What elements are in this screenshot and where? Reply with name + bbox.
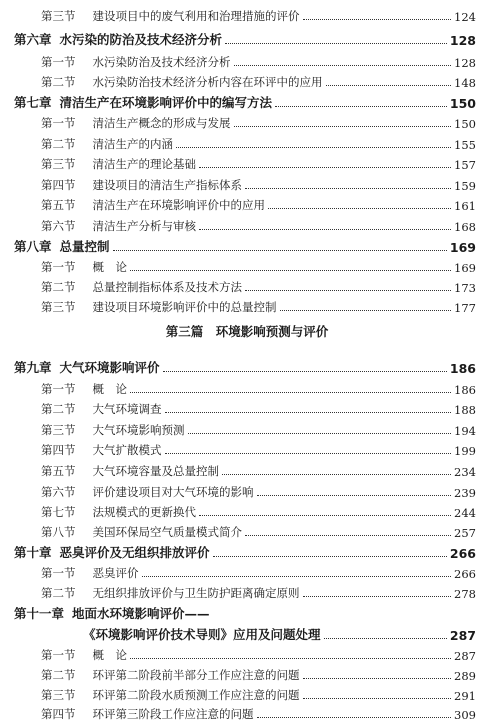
- toc-entry[interactable]: [41, 276, 476, 295]
- toc-entry-title: 清洁生产分析与审核: [92, 219, 196, 233]
- toc-entry-page: 186: [454, 383, 476, 397]
- toc-chapter[interactable]: [14, 542, 476, 561]
- toc-entry-page: 159: [454, 179, 476, 193]
- dot-leader: [130, 658, 451, 659]
- toc-entry-title: 水污染防治及技术经济分析: [92, 55, 231, 69]
- toc-entry-label: 第二节: [41, 75, 76, 89]
- toc-entry-page: 188: [454, 403, 476, 417]
- dot-leader: [257, 717, 452, 718]
- toc-chapter-continuation[interactable]: [83, 624, 476, 643]
- toc-entry-label: 第五节: [41, 464, 76, 478]
- toc-chapter-page: 169: [449, 240, 476, 255]
- toc-entry-label: 第一节: [41, 55, 76, 69]
- toc-entry-page: 148: [454, 76, 476, 90]
- toc-entry-page: 157: [454, 158, 476, 172]
- toc-entry-page: 234: [454, 465, 476, 479]
- toc-chapter[interactable]: [14, 29, 476, 48]
- dot-leader: [234, 126, 452, 127]
- toc-entry-label: 第二节: [41, 280, 76, 294]
- toc-chapter-label: 第七章: [14, 95, 52, 110]
- toc-chapter-page: 150: [449, 96, 476, 111]
- toc-entry-title: 无组织排放评价与卫生防护距离确定原则: [92, 586, 300, 600]
- dot-leader: [245, 188, 451, 189]
- toc-entry-page: 169: [454, 261, 476, 275]
- toc-entry-page: 168: [454, 220, 476, 234]
- dot-leader: [199, 167, 451, 168]
- toc-chapter-title: 清洁生产在环境影响评价中的编写方法: [59, 95, 273, 110]
- toc-entry-label: 第六节: [41, 485, 76, 499]
- toc-entry-label: 第三节: [41, 423, 76, 437]
- toc-entry[interactable]: [41, 378, 476, 397]
- toc-entry[interactable]: [41, 521, 476, 540]
- toc-chapter-title: 水污染的防治及技术经济分析: [59, 32, 223, 47]
- toc-entry-page: 291: [454, 689, 476, 703]
- toc-entry-label: 第二节: [41, 402, 76, 416]
- toc-entry-title: 水污染防治技术经济分析内容在环评中的应用: [92, 75, 323, 89]
- dot-leader: [130, 392, 451, 393]
- toc-entry-title: 清洁生产在环境影响评价中的应用: [92, 198, 265, 212]
- toc-entry-label: 第四节: [41, 707, 76, 721]
- dot-leader: [257, 495, 452, 496]
- toc-entry-title: 法规模式的更新换代: [92, 505, 196, 519]
- toc-chapter-title: 总量控制: [59, 239, 110, 254]
- toc-entry-label: 第一节: [41, 648, 76, 662]
- toc-entry-label: 第二节: [41, 668, 76, 682]
- toc-entry-title: 大气扩散模式: [92, 443, 162, 457]
- toc-entry-page: 173: [454, 281, 476, 295]
- toc-chapter-title: 恶臭评价及无组织排放评价: [59, 545, 210, 560]
- toc-entry-page: 194: [454, 424, 476, 438]
- toc-entry-title: 建设项目环境影响评价中的总量控制: [92, 300, 277, 314]
- dot-leader: [213, 556, 447, 557]
- toc-entry-title: 建设项目中的废气利用和治理措施的评价: [92, 9, 300, 23]
- dot-leader: [326, 85, 452, 86]
- toc-entry[interactable]: [41, 419, 476, 438]
- toc-entry[interactable]: [41, 194, 476, 213]
- toc-entry[interactable]: [41, 644, 476, 663]
- toc-entry-label: 第三节: [41, 688, 76, 702]
- toc-entry-title: 大气环境容量及总量控制: [92, 464, 219, 478]
- dot-leader: [163, 371, 447, 372]
- toc-chapter-page: 128: [449, 33, 476, 48]
- toc-entry-title: 环评第二阶段前半部分工作应注意的问题: [92, 668, 300, 682]
- toc-entry-title: 环评第三阶段工作应注意的问题: [92, 707, 254, 721]
- toc-chapter-subtitle: 《环境影响评价技术导则》应用及问题处理: [83, 627, 321, 642]
- toc-entry[interactable]: [41, 71, 476, 90]
- toc-entry-label: 第一节: [41, 116, 76, 130]
- toc-entry-label: 第一节: [41, 566, 76, 580]
- toc-chapter-label: 第十一章: [14, 606, 65, 621]
- dot-leader: [245, 290, 451, 291]
- toc-entry[interactable]: [41, 133, 476, 152]
- toc-entry-title: 清洁生产的内涵: [92, 137, 173, 151]
- dot-leader: [176, 147, 451, 148]
- dot-leader: [165, 412, 452, 413]
- toc-entry-title: 大气环境调查: [92, 402, 162, 416]
- dot-leader: [188, 433, 452, 434]
- toc-chapter[interactable]: [14, 357, 476, 376]
- toc-chapter-page: 186: [449, 361, 476, 376]
- toc-entry-page: 309: [454, 708, 476, 722]
- part-heading: 第三篇 环境影响预测与评价: [165, 324, 329, 339]
- toc-entry-page: 128: [454, 56, 476, 70]
- toc-chapter-label: 第八章: [14, 239, 52, 254]
- toc-entry[interactable]: [41, 215, 476, 234]
- toc-entry-page: 289: [454, 669, 476, 683]
- toc-chapter-title: 地面水环境影响评价——: [72, 606, 210, 621]
- toc-entry-label: 第四节: [41, 178, 76, 192]
- dot-leader: [245, 535, 451, 536]
- toc-entry-page: 266: [454, 567, 476, 581]
- dot-leader: [303, 698, 452, 699]
- dot-leader: [130, 270, 451, 271]
- toc-entry-title: 大气环境影响预测: [92, 423, 185, 437]
- toc-entry-title: 总量控制指标体系及技术方法: [92, 280, 242, 294]
- toc-entry[interactable]: [41, 439, 476, 458]
- toc-entry-title: 建设项目的清洁生产指标体系: [92, 178, 242, 192]
- dot-leader: [222, 474, 451, 475]
- dot-leader: [113, 250, 447, 251]
- toc-entry-page: 150: [454, 117, 476, 131]
- dot-leader: [303, 678, 452, 679]
- toc-entry-page: 239: [454, 486, 476, 500]
- dot-leader: [142, 576, 452, 577]
- toc-entry-page: 278: [454, 587, 476, 601]
- toc-entry-title: 清洁生产概念的形成与发展: [92, 116, 231, 130]
- toc-entry[interactable]: [41, 664, 476, 683]
- toc-chapter-page: 287: [449, 628, 476, 643]
- dot-leader: [225, 43, 447, 44]
- dot-leader: [234, 65, 452, 66]
- toc-entry-label: 第七节: [41, 505, 76, 519]
- dot-leader: [199, 515, 451, 516]
- toc-entry[interactable]: [41, 501, 476, 520]
- toc-entry-page: 257: [454, 526, 476, 540]
- dot-leader: [324, 638, 447, 639]
- toc-entry-page: 161: [454, 199, 476, 213]
- toc-entry-label: 第三节: [41, 157, 76, 171]
- toc-entry-label: 第二节: [41, 586, 76, 600]
- toc-entry-page: 199: [454, 444, 476, 458]
- toc-entry[interactable]: [41, 562, 476, 581]
- dot-leader: [280, 310, 452, 311]
- toc-entry-title: 概 论: [92, 382, 127, 396]
- toc-entry[interactable]: [41, 398, 476, 417]
- toc-entry-label: 第一节: [41, 382, 76, 396]
- dot-leader: [303, 596, 452, 597]
- dot-leader: [303, 19, 452, 20]
- toc-entry[interactable]: [41, 112, 476, 131]
- toc-entry[interactable]: [41, 703, 476, 722]
- toc-entry-title: 环评第二阶段水质预测工作应注意的问题: [92, 688, 300, 702]
- toc-entry[interactable]: [41, 256, 476, 275]
- toc-entry-title: 美国环保局空气质量模式简介: [92, 525, 242, 539]
- toc-entry[interactable]: [41, 5, 476, 24]
- dot-leader: [165, 453, 452, 454]
- toc-chapter-label: 第六章: [14, 32, 52, 47]
- toc-entry[interactable]: [41, 684, 476, 703]
- toc-entry-page: 287: [454, 649, 476, 663]
- toc-entry-page: 155: [454, 138, 476, 152]
- toc-entry[interactable]: [41, 481, 476, 500]
- toc-entry-page: 177: [454, 301, 476, 315]
- toc-entry-title: 概 论: [92, 260, 127, 274]
- toc-entry-label: 第五节: [41, 198, 76, 212]
- toc-entry-label: 第四节: [41, 443, 76, 457]
- toc-chapter[interactable]: [14, 92, 476, 111]
- toc-entry-label: 第三节: [41, 300, 76, 314]
- toc-entry-label: 第一节: [41, 260, 76, 274]
- toc-chapter-label: 第十章: [14, 545, 52, 560]
- toc-entry-title: 评价建设项目对大气环境的影响: [92, 485, 254, 499]
- dot-leader: [199, 229, 451, 230]
- toc-entry[interactable]: [41, 582, 476, 601]
- toc-entry-page: 124: [454, 10, 476, 24]
- toc-entry[interactable]: [41, 460, 476, 479]
- toc-chapter-page: 266: [449, 546, 476, 561]
- toc-entry[interactable]: [41, 51, 476, 70]
- toc-entry-title: 清洁生产的理论基础: [92, 157, 196, 171]
- toc-chapter-title: 大气环境影响评价: [59, 360, 160, 375]
- toc-entry-page: 244: [454, 506, 476, 520]
- toc-entry-title: 恶臭评价: [92, 566, 139, 580]
- toc-entry[interactable]: [41, 296, 476, 315]
- toc-entry-label: 第二节: [41, 137, 76, 151]
- toc-entry-label: 第三节: [41, 9, 76, 23]
- dot-leader: [268, 208, 451, 209]
- toc-entry-label: 第八节: [41, 525, 76, 539]
- toc-entry-label: 第六节: [41, 219, 76, 233]
- toc-entry[interactable]: [41, 153, 476, 172]
- toc-entry-title: 概 论: [92, 648, 127, 662]
- dot-leader: [275, 106, 447, 107]
- toc-chapter[interactable]: [14, 603, 476, 622]
- toc-chapter-label: 第九章: [14, 360, 52, 375]
- toc-chapter[interactable]: [14, 236, 476, 255]
- toc-entry[interactable]: [41, 174, 476, 193]
